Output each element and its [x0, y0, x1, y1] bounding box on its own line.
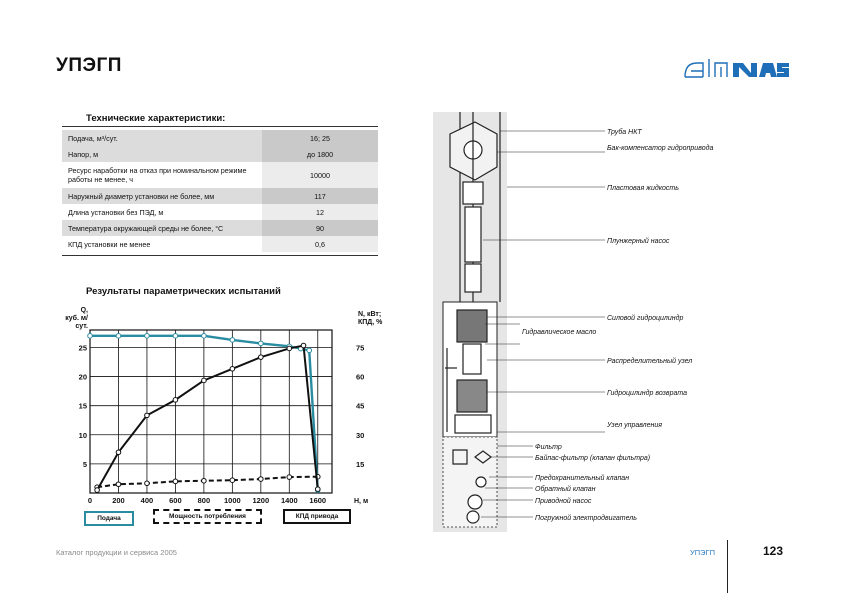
x-axis-label: Н, м [354, 498, 369, 505]
diagram-label: Пластовая жидкость [607, 185, 679, 192]
x-tick-label: 400 [140, 496, 154, 505]
data-point [259, 477, 264, 482]
y-left-tick-label: 5 [82, 459, 87, 469]
table-row [62, 130, 378, 146]
diagram-label: Распределительный узел [607, 358, 693, 365]
spec-value: до 1800 [262, 146, 378, 162]
data-point [88, 334, 93, 339]
diagram-label: Фильтр [535, 444, 562, 451]
y-right-axis-label: КПД, % [358, 319, 383, 326]
diagram-label: Бак-компенсатор гидропривода [607, 145, 714, 152]
x-tick-label: 200 [112, 496, 125, 505]
data-point [259, 341, 264, 346]
data-point [287, 346, 292, 351]
y-left-tick-label: 10 [78, 430, 87, 440]
x-tick-label: 1000 [224, 496, 241, 505]
company-logo [683, 55, 791, 80]
y-right-tick-label: 30 [356, 430, 365, 440]
x-tick-label: 0 [87, 496, 93, 505]
diagram-label: Байпас-фильтр (клапан фильтра) [535, 455, 651, 462]
y-left-tick-label: 25 [78, 343, 87, 353]
spec-label: Напор, м [62, 146, 262, 162]
spec-value: 0,6 [262, 236, 378, 252]
diagram-label: Плунжерный насос [607, 238, 670, 245]
data-point [230, 478, 235, 483]
data-point [307, 348, 312, 353]
results-heading: Результаты параметрических испытаний [86, 286, 281, 297]
data-point [173, 398, 178, 403]
data-point [259, 355, 264, 360]
data-point [315, 487, 320, 492]
specs-top-rule [62, 126, 378, 127]
y-left-axis-label: куб. м/ [65, 315, 88, 322]
y-left-tick-label: 15 [78, 401, 87, 411]
spec-label: КПД установки не менее [68, 239, 151, 249]
y-right-tick-label: 15 [356, 459, 365, 469]
footer-section: УПЭГП [690, 548, 715, 557]
table-row [62, 220, 378, 236]
spec-label: Температура окружающей среды не более, °С [62, 220, 262, 236]
specs-bottom-rule [62, 255, 378, 256]
data-point [230, 338, 235, 343]
table-row [62, 162, 378, 188]
data-point [301, 343, 306, 348]
spec-label: Подача, м³/сут. [62, 130, 262, 146]
footer-catalog: Каталог продукции и сервиса 2005 [56, 548, 177, 557]
table-row [62, 146, 378, 162]
data-point [202, 478, 207, 483]
diagram-label: Обратный клапан [535, 486, 596, 493]
y-left-axis-label: Q, [80, 307, 88, 314]
data-point [116, 482, 121, 487]
y-left-tick-label: 20 [78, 372, 87, 382]
spec-value: 90 [262, 220, 378, 236]
diagram-label: Приводной насос [535, 498, 592, 505]
specs-heading: Технические характеристики: [86, 113, 226, 124]
spec-label: Наружный диаметр установки не более, мм [62, 188, 262, 204]
x-tick-label: 800 [197, 496, 211, 505]
x-tick-label: 1200 [252, 496, 270, 505]
page-title: УПЭГП [56, 55, 122, 76]
x-tick-label: 600 [169, 496, 182, 505]
y-left-axis-label: сут. [75, 323, 88, 330]
data-point [95, 488, 100, 493]
data-point [202, 334, 207, 339]
legend-item: Мощность потребления [153, 509, 262, 524]
x-tick-label: 1600 [309, 496, 327, 505]
data-point [145, 334, 150, 339]
diagram-label: Узел управления [607, 422, 663, 429]
spec-label: Длина установки без ПЭД, м [68, 207, 164, 217]
table-row [62, 204, 378, 220]
legend-item: КПД привода [283, 509, 351, 524]
data-point [116, 450, 121, 455]
diagram-label: Предохранительный клапан [535, 475, 630, 482]
plot-frame [90, 330, 332, 493]
diagram-label: Гидроцилиндр возврата [607, 390, 687, 397]
data-point [202, 378, 207, 383]
x-tick-label: 1400 [280, 496, 298, 505]
data-point [145, 413, 150, 418]
spec-value: 16; 25 [262, 130, 378, 146]
table-row [62, 236, 378, 252]
specs-table [62, 130, 378, 252]
y-right-tick-label: 60 [356, 372, 365, 382]
series-line [97, 477, 318, 487]
performance-chart [52, 300, 392, 530]
diagram-label: Погружной электродвигатель [535, 515, 637, 522]
data-point [287, 475, 292, 480]
chart-grid [90, 330, 332, 493]
spec-value: 12 [262, 204, 378, 220]
data-point [173, 479, 178, 484]
spec-value: 10000 [262, 162, 378, 188]
data-point [145, 481, 150, 486]
series-line [97, 346, 318, 491]
data-point [230, 367, 235, 372]
y-right-tick-label: 75 [356, 343, 365, 353]
page-number: 123 [763, 544, 784, 558]
pump-diagram [425, 112, 755, 532]
diagram-label: Силовой гидроцилиндр [607, 315, 684, 322]
footer-divider [727, 540, 728, 593]
y-right-tick-label: 45 [356, 401, 365, 411]
diagram-label: Гидравлическое масло [522, 329, 597, 336]
legend-item: Подача [84, 511, 134, 526]
spec-value: 117 [262, 188, 378, 204]
spec-label: Ресурс наработки на отказ при номинальном режиме работы не менее, ч [68, 166, 247, 184]
data-point [116, 334, 121, 339]
data-point [173, 334, 178, 339]
diagram-label: Труба НКТ [607, 129, 642, 136]
y-right-axis-label: N, кВт; [358, 311, 382, 318]
table-row [62, 188, 378, 204]
